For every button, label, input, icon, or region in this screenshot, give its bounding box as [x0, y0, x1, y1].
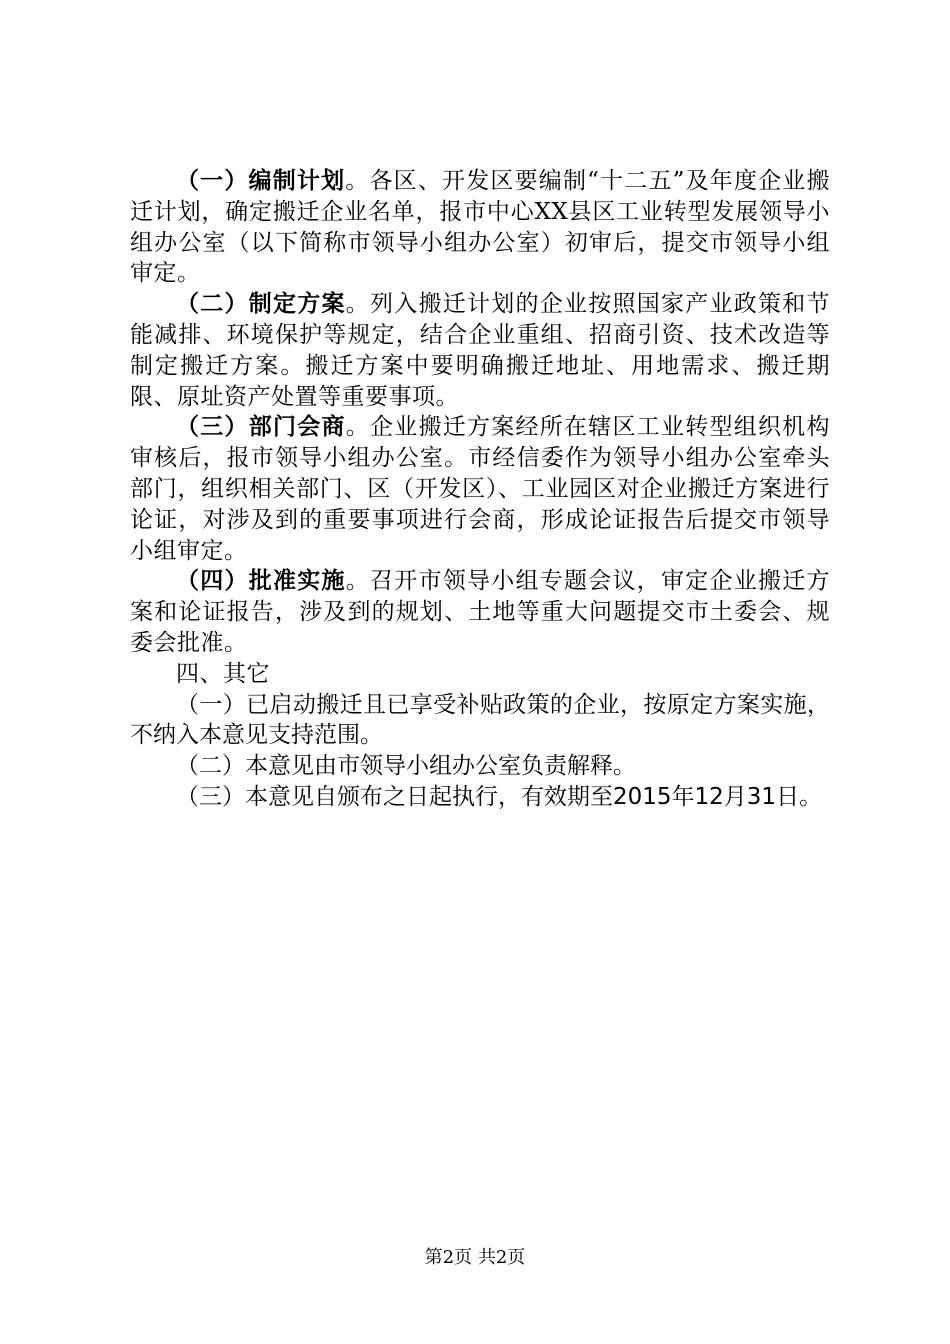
page-number-footer: 第2页 共2页: [424, 1247, 526, 1268]
paragraph-plan: [130, 166, 830, 289]
other-item: （三）本意见自颁布之日起执行，有效期至2015年12月31日。: [176, 783, 823, 810]
paragraph-text: 。各区、开发区要编制“十二五”及年度企业搬迁计划，确定搬迁企业名单，报市中心XX县区工业转型发展领导小组办公室（以下简称市领导小组办公室）初审后，提交市领导小组审定。: [130, 168, 830, 287]
other-item: （二）本意见由市领导小组办公室负责解释。: [176, 753, 636, 780]
paragraph-lead: （四）批准实施: [176, 568, 346, 595]
paragraph-lead: （二）制定方案: [176, 291, 346, 318]
document-body: [130, 166, 830, 813]
paragraph-text: 。召开市领导小组专题会议，审定企业搬迁方案和论证报告，涉及到的规划、土地等重大问题提交市土委会、规委会批准。: [130, 568, 830, 656]
other-item: （一）已启动搬迁且已享受补贴政策的企业，按原定方案实施，不纳入本意见支持范围。: [130, 691, 830, 749]
paragraph-consult: [130, 412, 830, 566]
paragraph-approve: [130, 566, 830, 658]
paragraph-text: 。企业搬迁方案经所在辖区工业转型组织机构审核后，报市领导小组办公室。市经信委作为领导小组办公室牵头部门，组织相关部门、区（开发区）、工业园区对企业搬迁方案进行论证，对涉及到的重要事项进行会商，形成论证报告后提交市领导小组审定。: [130, 414, 830, 564]
paragraph-lead: （一）编制计划: [176, 168, 346, 194]
paragraph-text: 。列入搬迁计划的企业按照国家产业政策和节能减排、环境保护等规定，结合企业重组、招商引资、技术改造等制定搬迁方案。搬迁方案中要明确搬迁地址、用地需求、搬迁期限、原址资产处置等重要事项。: [130, 291, 830, 410]
paragraph-scheme: [130, 289, 830, 412]
section-heading: 四、其它: [176, 660, 270, 687]
paragraph-lead: （三）部门会商: [176, 414, 346, 441]
